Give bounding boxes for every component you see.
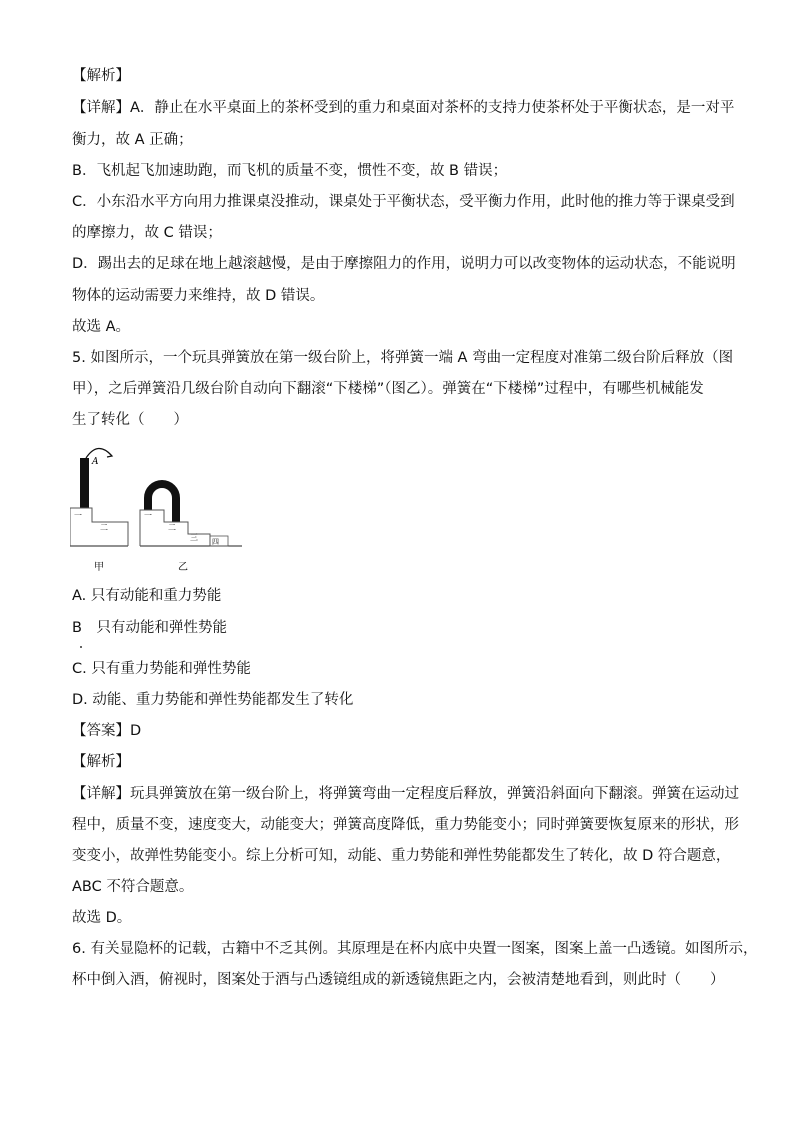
spring-figure-svg <box>70 438 250 578</box>
caption-jia: 甲 <box>94 562 104 573</box>
line-12: 生了转化（ ） <box>72 412 188 428</box>
line-9: 故选 A。 <box>72 319 131 335</box>
scan-dot <box>80 646 82 648</box>
line-11: 甲），之后弹簧沿几级台阶自动向下翻滚“下楼梯”（图乙）。弹簧在“下楼梯”过程中，有哪些机械能发 <box>72 381 704 397</box>
option-b: B 只有动能和弹性势能 <box>72 620 227 636</box>
line-5: C．小东沿水平方向用力推课桌没推动，课桌处于平衡状态，受平衡力作用，此时他的推力等于课桌受到 <box>72 194 735 210</box>
caption-yi: 乙 <box>178 562 188 573</box>
analysis-heading: 【解析】 <box>72 754 130 770</box>
question-6-line-2: 杯中倒入酒，俯视时，图案处于酒与凸透镜组成的新透镜焦距之内，会被清楚地看到，则此时（ ） <box>72 972 725 988</box>
right-step-3: 三 <box>190 533 198 542</box>
right-step-1: 一 <box>144 511 152 520</box>
detail-line-3: 变变小，故弹性势能变小。综上分析可知，动能、重力势能和弹性势能都发生了转化，故 D 符合题意， <box>72 848 731 864</box>
line-1: 【解析】 <box>72 68 130 84</box>
spring-arched <box>148 484 176 522</box>
arrow-head <box>107 452 112 457</box>
line-4: B．飞机起飞加速助跑，而飞机的质量不变，惯性不变，故 B 错误； <box>72 163 508 179</box>
line-6: 的摩擦力，故 C 错误； <box>72 225 222 241</box>
left-step-1: 一 <box>74 511 82 520</box>
option-a: A. 只有动能和重力势能 <box>72 588 222 604</box>
option-d: D. 动能、重力势能和弹性势能都发生了转化 <box>72 692 354 708</box>
right-step-2: 二 <box>168 523 176 532</box>
point-a-label: A <box>92 457 99 467</box>
detail-line-1: 【详解】玩具弹簧放在第一级台阶上，将弹簧弯曲一定程度后释放，弹簧沿斜面向下翻滚。弹簧在运动过 <box>72 786 739 802</box>
spring-upright <box>80 458 89 508</box>
choice-line: 故选 D。 <box>72 910 132 926</box>
left-step-2: 二 <box>100 523 108 532</box>
detail-line-4: ABC 不符合题意。 <box>72 879 194 895</box>
question-6-line-1: 6. 有关显隐杯的记载，古籍中不乏其例。其原理是在杯内底中央置一图案，图案上盖一凸透镜。如图所示， <box>72 941 758 957</box>
detail-line-2: 程中，质量不变，速度变大，动能变大；弹簧高度降低，重力势能变小；同时弹簧要恢复原来的形状，形 <box>72 817 739 833</box>
line-7: D．踢出去的足球在地上越滚越慢，是由于摩擦阻力的作用，说明力可以改变物体的运动状态，不能说明 <box>72 256 736 272</box>
line-2: 【详解】A．静止在水平桌面上的茶杯受到的重力和桌面对茶杯的支持力使茶杯处于平衡状态，是一对平 <box>72 100 735 116</box>
line-8: 物体的运动需要力来维持，故 D 错误。 <box>72 288 325 304</box>
spring-stairs-figure <box>70 438 250 578</box>
option-c: C. 只有重力势能和弹性势能 <box>72 661 251 677</box>
answer-line: 【答案】D <box>72 723 142 739</box>
line-3: 衡力，故 A 正确； <box>72 132 193 148</box>
line-10: 5. 如图所示，一个玩具弹簧放在第一级台阶上，将弹簧一端 A 弯曲一定程度对准第二级台阶后释放（图 <box>72 350 734 366</box>
right-step-4: 四 <box>212 538 219 546</box>
